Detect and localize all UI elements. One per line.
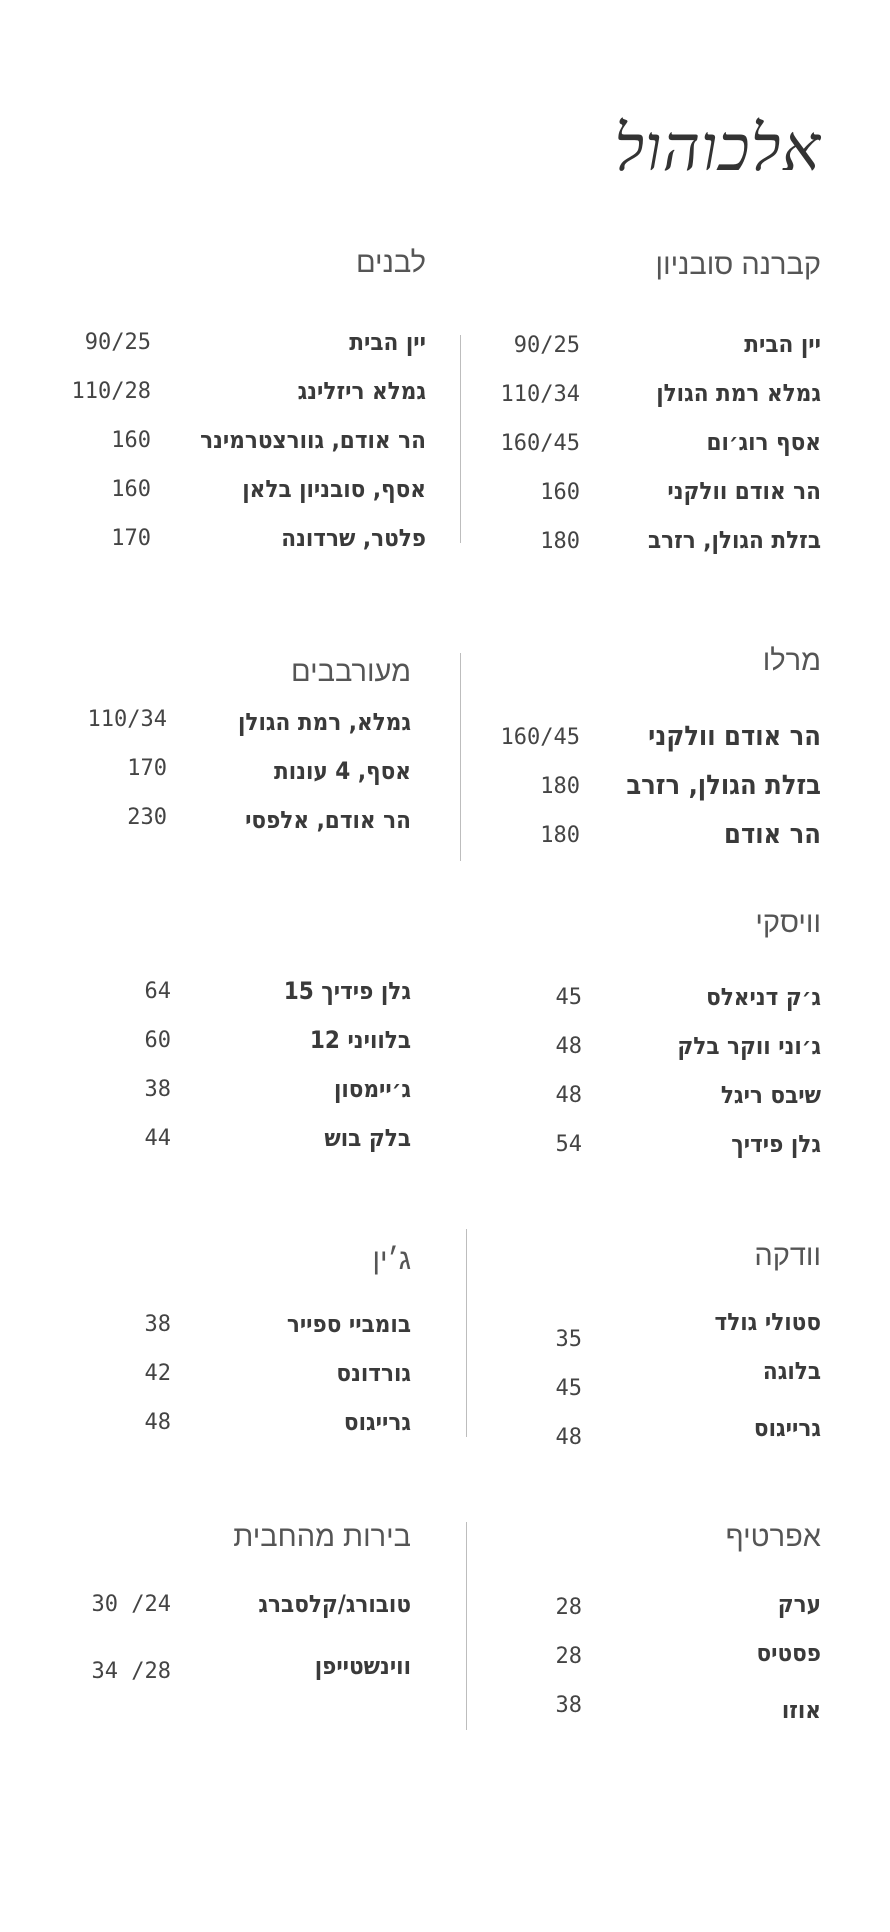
- column-divider: [466, 1229, 467, 1437]
- menu-item-name: גורדונס: [336, 1359, 411, 1387]
- menu-item-name: יין הבית: [349, 328, 426, 356]
- menu-item-name: הר אודם: [724, 819, 821, 850]
- menu-item-price: 54: [555, 1132, 582, 1157]
- menu-item-price: 180: [540, 774, 580, 799]
- menu-item-name: ווינשטייפן: [314, 1652, 411, 1680]
- menu-item-price: 30 /24: [91, 1592, 171, 1617]
- section-heading-gin: ג׳ין: [372, 1244, 411, 1276]
- menu-item-price: 34 /28: [91, 1659, 171, 1684]
- menu-item-price: 110/28: [71, 379, 151, 404]
- section-heading-blends: מעורבבים: [291, 656, 411, 688]
- menu-item-name: גלן פידיך: [731, 1130, 821, 1158]
- menu-item-price: 44: [144, 1126, 171, 1151]
- menu-item-name: ג׳וני ווקר בלק: [677, 1032, 821, 1060]
- menu-item-price: 38: [144, 1077, 171, 1102]
- menu-item-price: 35: [555, 1327, 582, 1352]
- section-heading-cabernet: קברנה סובניון: [655, 249, 821, 281]
- menu-item-price: 90/25: [84, 330, 151, 355]
- menu-item-name: גמלא ריזלינג: [297, 377, 426, 405]
- column-divider: [460, 653, 461, 861]
- menu-item-name: אסף רוג׳ום: [706, 428, 821, 456]
- menu-item-name: בלוויני 12: [309, 1026, 411, 1054]
- menu-item-price: 90/25: [513, 333, 580, 358]
- section-heading-vodka: וודקה: [754, 1240, 821, 1272]
- section-heading-whites: לבנים: [355, 247, 426, 279]
- menu-item-price: 160: [111, 428, 151, 453]
- menu-item-price: 170: [111, 526, 151, 551]
- menu-item-price: 38: [144, 1312, 171, 1337]
- column-divider: [460, 335, 461, 543]
- menu-item-price: 28: [555, 1644, 582, 1669]
- menu-item-name: הר אודם, אלפסי: [245, 806, 411, 834]
- menu-item-name: גרייגוס: [753, 1414, 821, 1442]
- section-heading-aperitif: אפרטיף: [725, 1521, 821, 1553]
- menu-item-price: 38: [555, 1693, 582, 1718]
- menu-item-price: 60: [144, 1028, 171, 1053]
- menu-item-price: 45: [555, 1376, 582, 1401]
- menu-item-name: הר אודם, גוורצטרמינר: [200, 426, 426, 454]
- menu-item-name: בלק בוש: [324, 1124, 411, 1152]
- menu-item-name: בזלת הגולן, רזרב: [626, 770, 821, 801]
- menu-item-price: 180: [540, 823, 580, 848]
- menu-item-name: אוזו: [781, 1696, 821, 1724]
- menu-item-name: סטולי גולד: [714, 1308, 821, 1336]
- menu-item-name: שיבס ריגל: [720, 1081, 821, 1109]
- menu-item-name: אסף, 4 עונות: [274, 757, 411, 785]
- menu-item-price: 160/45: [500, 431, 580, 456]
- menu-item-price: 110/34: [500, 382, 580, 407]
- menu-item-name: גרייגוס: [343, 1408, 411, 1436]
- menu-item-price: 64: [144, 979, 171, 1004]
- menu-item-name: בזלת הגולן, רזרב: [647, 526, 821, 554]
- menu-item-price: 48: [555, 1083, 582, 1108]
- menu-item-price: 28: [555, 1595, 582, 1620]
- menu-item-name: בומביי ספייר: [286, 1310, 411, 1338]
- menu-item-name: ג׳יימסון: [333, 1075, 411, 1103]
- menu-item-price: 48: [555, 1425, 582, 1450]
- menu-item-name: גמלא רמת הגולן: [656, 379, 821, 407]
- menu-item-name: ג׳ק דניאלס: [706, 983, 821, 1011]
- menu-item-price: 180: [540, 529, 580, 554]
- section-heading-beers: בירות מהחבית: [233, 1521, 411, 1553]
- menu-item-name: אסף, סובניון בלאן: [242, 475, 426, 503]
- menu-item-price: 170: [127, 756, 167, 781]
- menu-item-price: 160: [540, 480, 580, 505]
- menu-item-price: 42: [144, 1361, 171, 1386]
- menu-item-price: 45: [555, 985, 582, 1010]
- menu-item-name: גלן פידיך 15: [283, 977, 411, 1005]
- menu-item-price: 230: [127, 805, 167, 830]
- menu-title: אלכוהול: [614, 112, 821, 186]
- menu-item-price: 160/45: [500, 725, 580, 750]
- menu-item-price: 160: [111, 477, 151, 502]
- menu-item-name: הר אודם וולקני: [648, 721, 821, 752]
- section-heading-merlot: מרלו: [762, 645, 821, 677]
- section-heading-whisky: וויסקי: [755, 907, 821, 939]
- menu-item-price: 48: [555, 1034, 582, 1059]
- menu-item-name: ערק: [777, 1590, 821, 1618]
- menu-item-name: יין הבית: [744, 330, 821, 358]
- menu-item-name: בלוגה: [762, 1357, 821, 1385]
- column-divider: [466, 1522, 467, 1730]
- menu-item-name: הר אודם וולקני: [667, 477, 821, 505]
- menu-item-name: פסטיס: [756, 1639, 821, 1667]
- menu-item-name: טובורג/קלסברג: [258, 1590, 411, 1618]
- menu-item-price: 48: [144, 1410, 171, 1435]
- menu-item-name: פלטר, שרדונה: [281, 524, 426, 552]
- menu-item-name: גמלא, רמת הגולן: [237, 708, 411, 736]
- menu-item-price: 110/34: [87, 707, 167, 732]
